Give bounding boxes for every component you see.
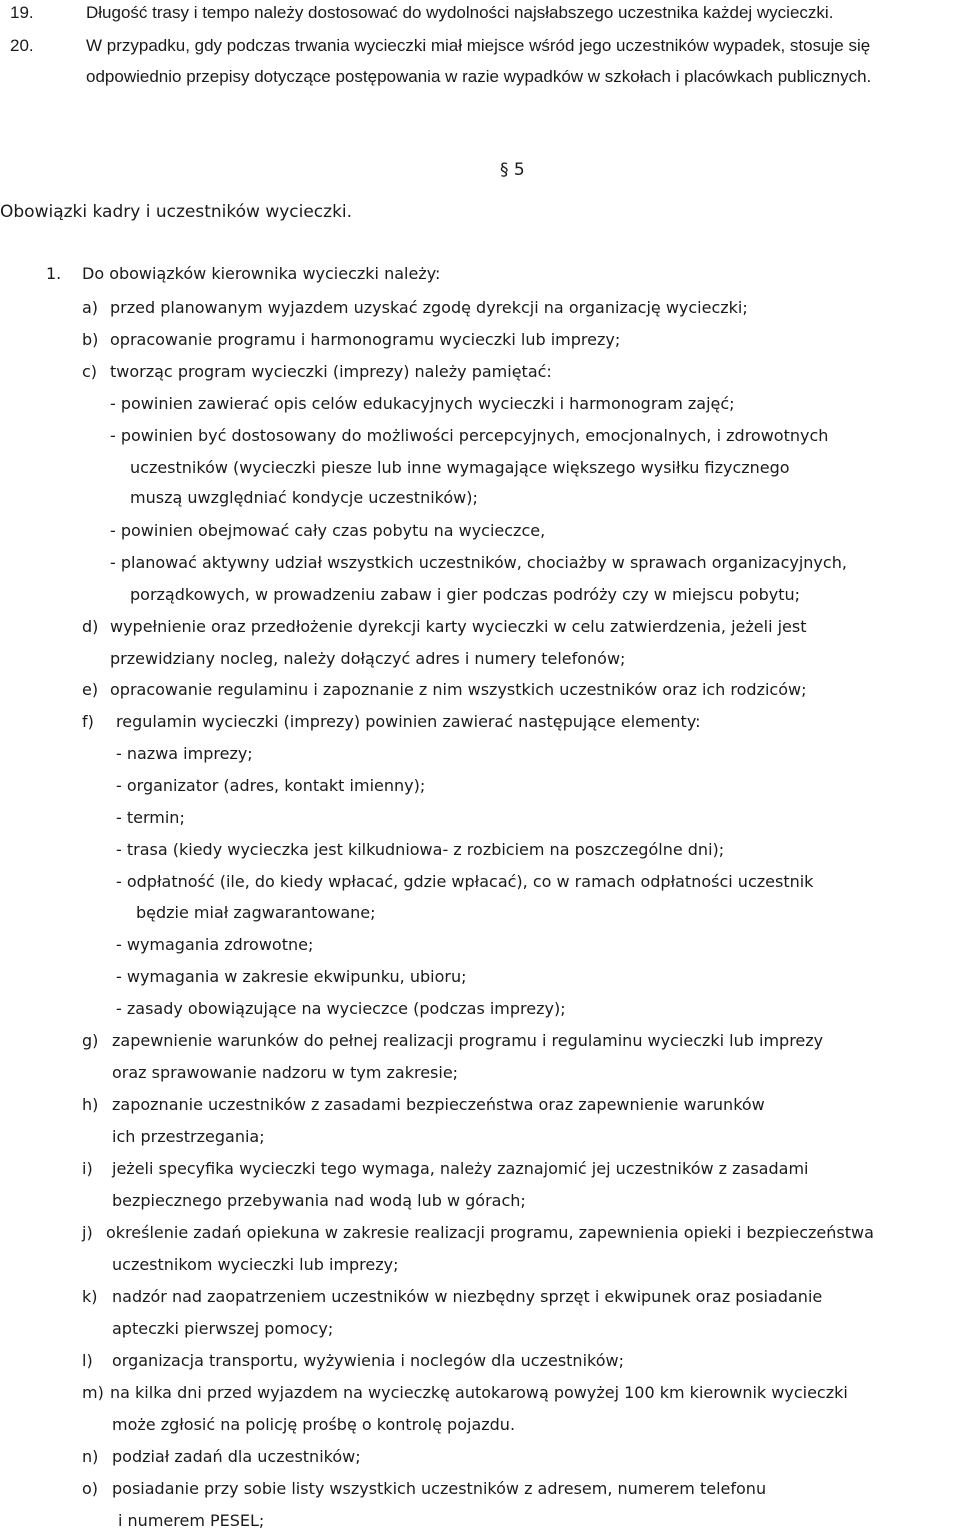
item-label: n) xyxy=(82,1447,99,1466)
item-text-continuation: bezpiecznego przebywania nad wodą lub w górach; xyxy=(112,1191,526,1210)
item-text: przed planowanym wyjazdem uzyskać zgodę dyrekcji na organizację wycieczki; xyxy=(110,298,748,317)
item-text: na kilka dni przed wyjazdem na wycieczkę autokarową powyżej 100 km kierownik wycieczki xyxy=(110,1383,848,1402)
item-label: j) xyxy=(82,1223,93,1242)
item-label: b) xyxy=(82,330,99,349)
item-text: zapewnienie warunków do pełnej realizacji programu i regulaminu wycieczki lub imprezy xyxy=(112,1031,824,1050)
item-label: i) xyxy=(82,1159,93,1178)
item-label: d) xyxy=(82,617,99,636)
item-label: g) xyxy=(82,1031,99,1050)
item-label: k) xyxy=(82,1287,98,1306)
item-label: f) xyxy=(82,712,94,731)
sub-item: - powinien być dostosowany do możliwości percepcyjnych, emocjonalnych, i zdrowotnych xyxy=(110,426,829,445)
item-label: m) xyxy=(82,1383,104,1402)
item-text: nadzór nad zaopatrzeniem uczestników w niezbędny sprzęt i ekwipunek oraz posiadanie xyxy=(112,1287,823,1306)
item-text: opracowanie programu i harmonogramu wycieczki lub imprezy; xyxy=(110,330,621,349)
item-number: 20. xyxy=(10,36,34,55)
item-label: o) xyxy=(82,1479,99,1498)
list-number: 1. xyxy=(46,264,62,283)
sub-item-continuation: uczestników (wycieczki piesze lub inne wymagające większego wysiłku fizycznego xyxy=(130,458,790,477)
item-text-continuation: przewidziany nocleg, należy dołączyć adres i numery telefonów; xyxy=(110,649,626,668)
item-label: l) xyxy=(82,1351,93,1370)
sub-item-continuation: będzie miał zagwarantowane; xyxy=(136,903,376,922)
item-text: określenie zadań opiekuna w zakresie realizacji programu, zapewnienia opieki i bezpieczeństwa xyxy=(106,1223,874,1242)
sub-item: - odpłatność (ile, do kiedy wpłacać, gdzie wpłacać), co w ramach odpłatności uczestnik xyxy=(116,872,814,891)
item-number: 19. xyxy=(10,3,34,22)
sub-item: - zasady obowiązujące na wycieczce (podczas imprezy); xyxy=(116,999,566,1018)
item-text: regulamin wycieczki (imprezy) powinien zawierać następujące elementy: xyxy=(116,712,701,731)
item-label: a) xyxy=(82,298,99,317)
item-text-continuation: oraz sprawowanie nadzoru w tym zakresie; xyxy=(112,1063,459,1082)
item-label: h) xyxy=(82,1095,99,1114)
item-text-continuation: uczestnikom wycieczki lub imprezy; xyxy=(112,1255,399,1274)
section-heading: Obowiązki kadry i uczestników wycieczki. xyxy=(0,202,353,222)
item-text: organizacja transportu, wyżywienia i noclegów dla uczestników; xyxy=(112,1351,624,1370)
item-text: posiadanie przy sobie listy wszystkich uczestników z adresem, numerem telefonu xyxy=(112,1479,767,1498)
item-label: e) xyxy=(82,680,99,699)
item-text-continuation: ich przestrzegania; xyxy=(112,1127,265,1146)
item-text: wypełnienie oraz przedłożenie dyrekcji karty wycieczki w celu zatwierdzenia, jeżeli jest xyxy=(110,617,807,636)
sub-item: - organizator (adres, kontakt imienny); xyxy=(116,776,426,795)
item-text: jeżeli specyfika wycieczki tego wymaga, należy zaznajomić jej uczestników z zasadami xyxy=(112,1159,809,1178)
sub-item-continuation: porządkowych, w prowadzeniu zabaw i gier podczas podróży czy w miejscu pobytu; xyxy=(130,585,801,604)
sub-item: - wymagania w zakresie ekwipunku, ubioru; xyxy=(116,967,467,986)
item-text: zapoznanie uczestników z zasadami bezpieczeństwa oraz zapewnienie warunków xyxy=(112,1095,765,1114)
list-intro: Do obowiązków kierownika wycieczki należy: xyxy=(82,264,441,283)
item-text: W przypadku, gdy podczas trwania wycieczki miał miejsce wśród jego uczestników wypadek, stosuje się xyxy=(86,36,871,55)
item-text-continuation: apteczki pierwszej pomocy; xyxy=(112,1319,334,1338)
item-text: tworząc program wycieczki (imprezy) należy pamiętać: xyxy=(110,362,552,381)
item-text: odpowiednio przepisy dotyczące postępowania w razie wypadków w szkołach i placówkach publicznych. xyxy=(86,67,872,86)
sub-item: - trasa (kiedy wycieczka jest kilkudniowa- z rozbiciem na poszczególne dni); xyxy=(116,840,725,859)
item-text-continuation: i numerem PESEL; xyxy=(118,1511,265,1530)
item-text: podział zadań dla uczestników; xyxy=(112,1447,361,1466)
sub-item: - planować aktywny udział wszystkich uczestników, chociażby w sprawach organizacyjnych, xyxy=(110,553,847,572)
sub-item-continuation: muszą uwzględniać kondycje uczestników); xyxy=(130,488,478,507)
sub-item: - nazwa imprezy; xyxy=(116,744,253,763)
sub-item: - powinien zawierać opis celów edukacyjnych wycieczki i harmonogram zajęć; xyxy=(110,394,735,413)
sub-item: - termin; xyxy=(116,808,185,827)
item-text: opracowanie regulaminu i zapoznanie z nim wszystkich uczestników oraz ich rodziców; xyxy=(110,680,807,699)
sub-item: - powinien obejmować cały czas pobytu na wycieczce, xyxy=(110,521,546,540)
item-label: c) xyxy=(82,362,98,381)
item-text-continuation: może zgłosić na policję prośbę o kontrolę pojazdu. xyxy=(112,1415,516,1434)
section-paragraph-mark: § 5 xyxy=(500,160,525,180)
item-text: Długość trasy i tempo należy dostosować do wydolności najsłabszego uczestnika każdej wycieczki. xyxy=(86,3,834,22)
sub-item: - wymagania zdrowotne; xyxy=(116,935,314,954)
